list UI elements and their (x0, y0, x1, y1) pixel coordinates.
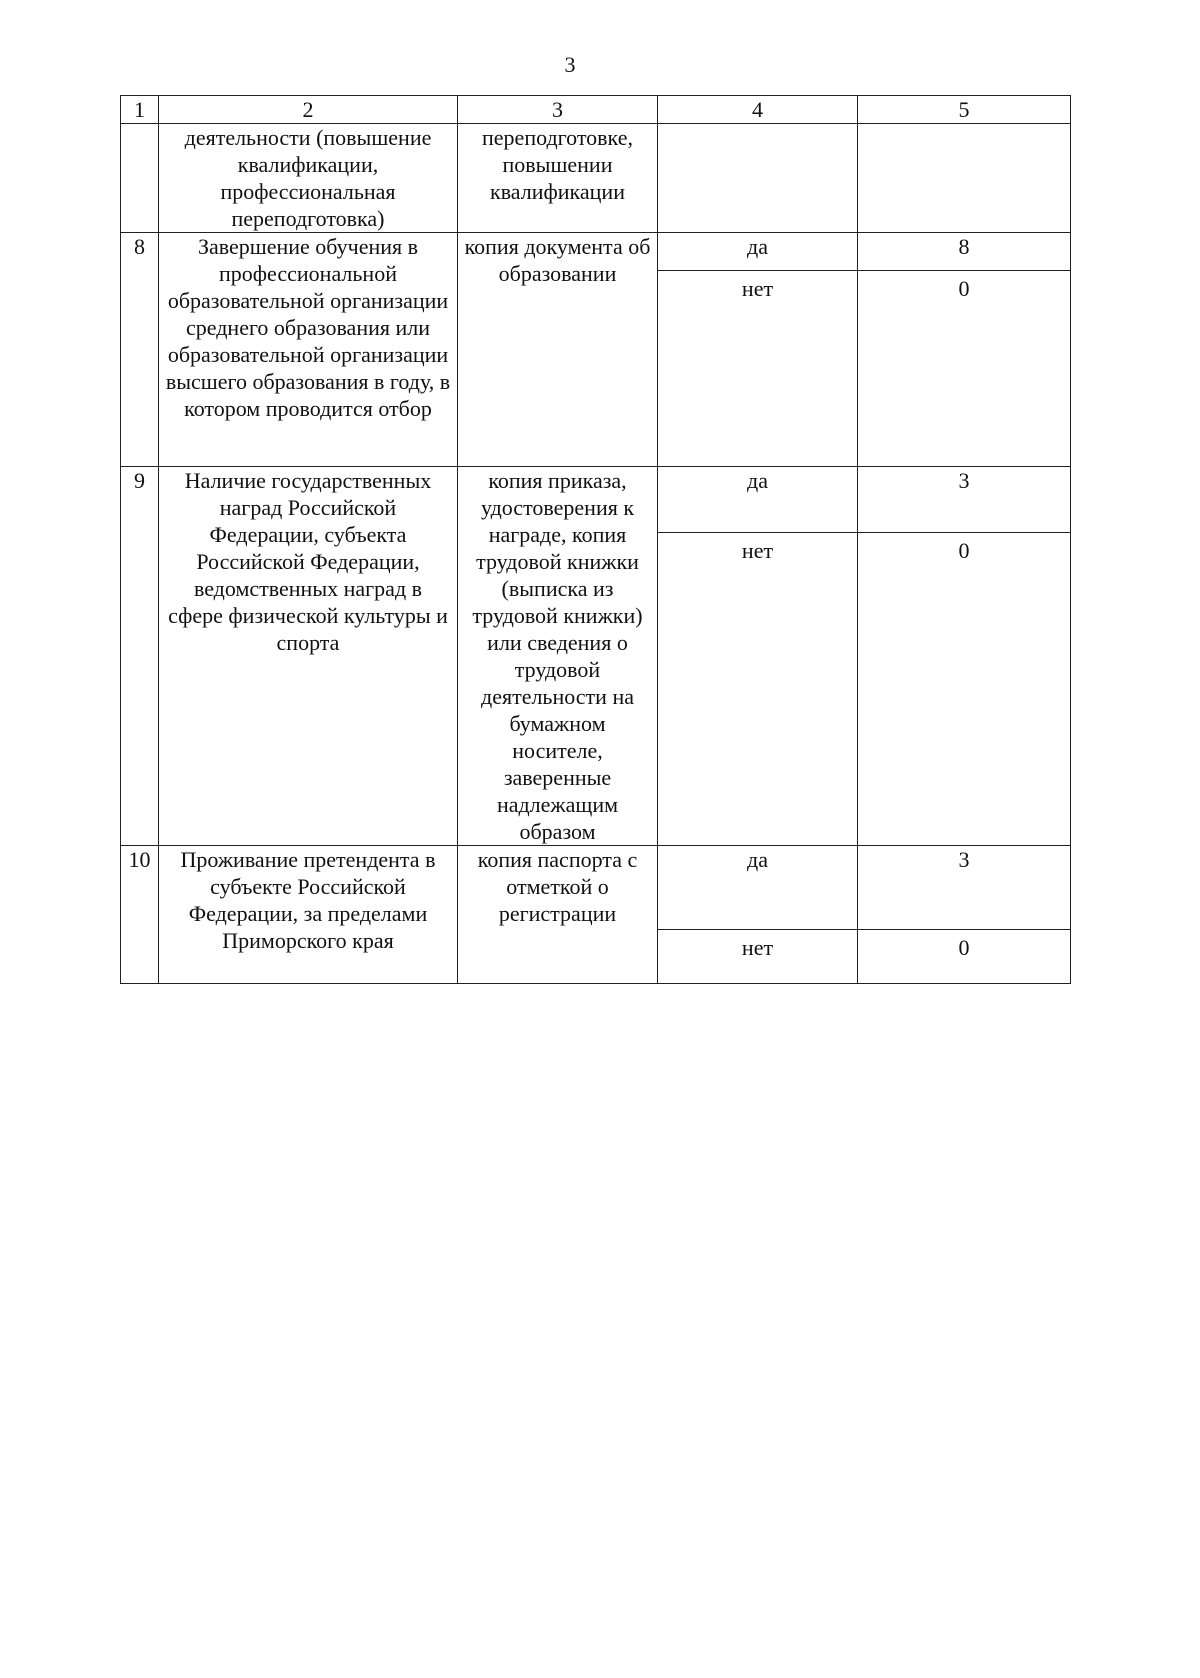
row-number-cell (121, 124, 159, 233)
table-row-continuation (121, 124, 1071, 233)
document-cell: переподготовке, повышении квалификации (458, 124, 658, 233)
column-header-5: 5 (858, 96, 1071, 124)
column-header-4: 4 (658, 96, 858, 124)
table-row (121, 467, 1071, 533)
column-header-2: 2 (159, 96, 458, 124)
row-number-cell: 9 (121, 467, 159, 846)
option-score-cell: 0 (858, 532, 1071, 845)
table-row (121, 846, 1071, 930)
option-score-cell: 0 (858, 271, 1071, 467)
option-cell (658, 124, 858, 233)
option-label-cell: да (658, 233, 858, 271)
column-header-3: 3 (458, 96, 658, 124)
criterion-cell: Завершение обучения в профессиональной образовательной организации среднего образования или образовательной организации высшего образования в году, в котором проводится отбор (159, 233, 458, 467)
document-cell: копия паспорта с отметкой о регистрации (458, 846, 658, 984)
score-cell (858, 124, 1071, 233)
option-score-cell: 3 (858, 846, 1071, 930)
option-score-cell: 3 (858, 467, 1071, 533)
option-score-cell: 8 (858, 233, 1071, 271)
document-cell: копия приказа, удостоверения к награде, копия трудовой книжки (выписка из трудовой книжки) или сведения о трудовой деятельности на бумажном носителе, заверенные надлежащим образом (458, 467, 658, 846)
row-number-cell: 10 (121, 846, 159, 984)
option-label-cell: да (658, 846, 858, 930)
row-number-cell: 8 (121, 233, 159, 467)
document-cell: копия документа об образовании (458, 233, 658, 467)
column-header-1: 1 (121, 96, 159, 124)
option-label-cell: нет (658, 532, 858, 845)
criteria-table (120, 95, 1071, 984)
column-number-row (121, 96, 1071, 124)
criterion-cell: Наличие государственных наград Российской Федерации, субъекта Российской Федерации, ведомственных наград в сфере физической культуры и спорта (159, 467, 458, 846)
option-label-cell: нет (658, 271, 858, 467)
option-label-cell: нет (658, 930, 858, 984)
option-label-cell: да (658, 467, 858, 533)
criterion-cell: деятельности (повышение квалификации, профессиональная переподготовка) (159, 124, 458, 233)
page-number: 3 (564, 52, 576, 77)
table-row (121, 233, 1071, 271)
option-score-cell: 0 (858, 930, 1071, 984)
criteria-table-container (120, 95, 1070, 984)
criterion-cell: Проживание претендента в субъекте Российской Федерации, за пределами Приморского края (159, 846, 458, 984)
